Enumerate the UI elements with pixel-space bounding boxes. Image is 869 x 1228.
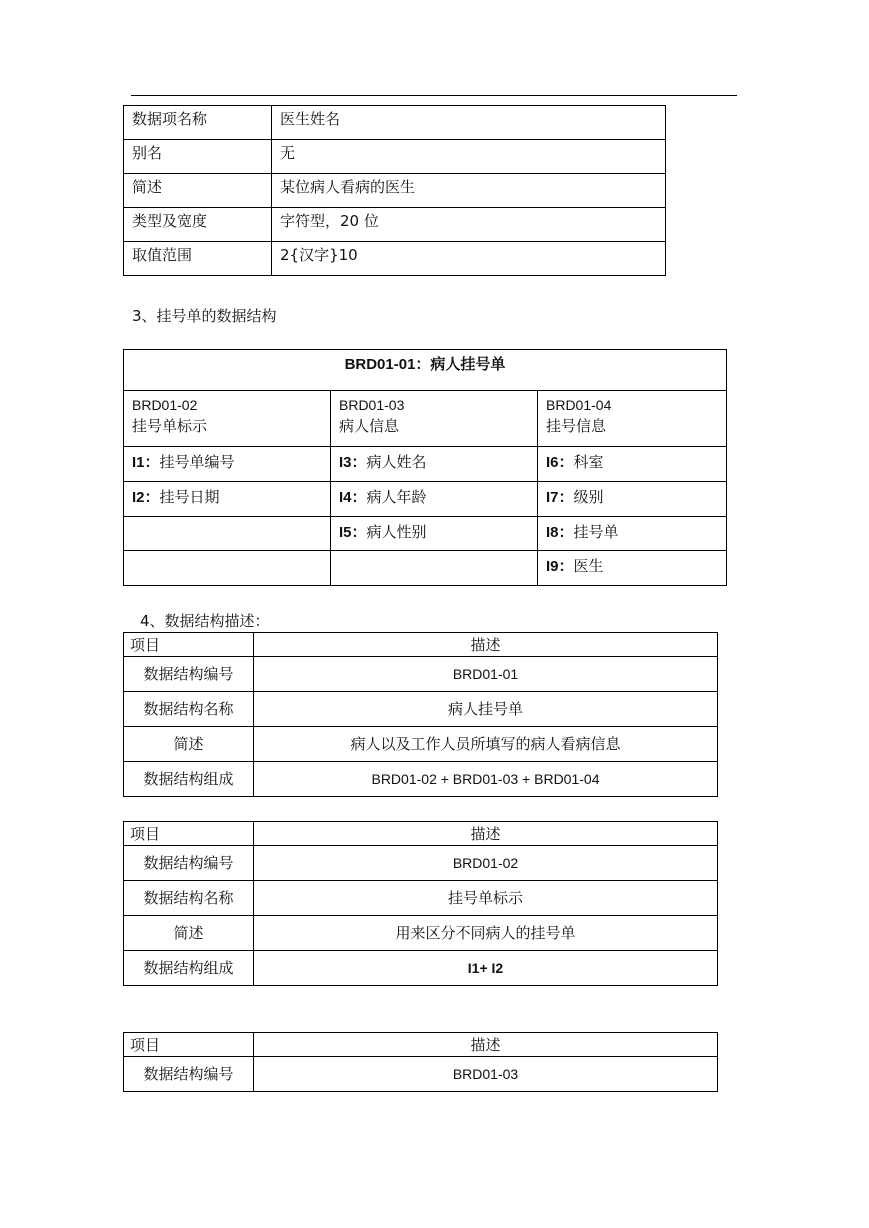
field-text: 挂号单编号 xyxy=(159,453,235,471)
data-item-table xyxy=(123,105,666,276)
structure-column xyxy=(331,391,538,447)
table-row xyxy=(124,916,718,951)
table-header-row xyxy=(124,822,718,846)
header-key: 项目 xyxy=(124,633,254,657)
item-key: 简述 xyxy=(124,174,272,208)
structure-cell xyxy=(124,447,331,482)
column-name: 挂号信息 xyxy=(546,417,607,435)
item-key: 取值范围 xyxy=(124,242,272,276)
table-row xyxy=(124,657,718,692)
row-key: 数据结构编号 xyxy=(124,1057,254,1092)
header-value: 描述 xyxy=(254,822,718,846)
row-key: 数据结构组成 xyxy=(124,951,254,986)
field-id: I6： xyxy=(546,454,574,471)
column-name: 挂号单标示 xyxy=(132,417,208,435)
field-id: I1： xyxy=(132,454,160,471)
field-text: 病人年龄 xyxy=(366,488,427,506)
table-row xyxy=(124,242,666,276)
item-value: 2{汉字}10 xyxy=(272,242,666,276)
table-row xyxy=(124,551,727,586)
row-value: BRD01-02 + BRD01-03 + BRD01-04 xyxy=(254,762,718,797)
row-value: 用来区分不同病人的挂号单 xyxy=(254,916,718,951)
row-value: BRD01-02 xyxy=(254,846,718,881)
section-heading-4: 4、数据结构描述： xyxy=(140,612,270,630)
table-row xyxy=(124,727,718,762)
table-row xyxy=(124,140,666,174)
structure-cell-empty xyxy=(124,517,331,551)
field-text: 科室 xyxy=(573,453,604,471)
row-key: 数据结构名称 xyxy=(124,881,254,916)
section-heading-3: 3、挂号单的数据结构 xyxy=(132,307,277,325)
item-value: 医生姓名 xyxy=(272,106,666,140)
field-text: 级别 xyxy=(573,488,604,506)
field-id: I3： xyxy=(339,454,367,471)
row-key: 数据结构编号 xyxy=(124,657,254,692)
field-id: I2： xyxy=(132,489,160,506)
row-key: 简述 xyxy=(124,916,254,951)
field-id: I9： xyxy=(546,558,574,575)
table-row xyxy=(124,350,727,391)
row-value: 病人以及工作人员所填写的病人看病信息 xyxy=(254,727,718,762)
structure-column xyxy=(124,391,331,447)
item-value: 无 xyxy=(272,140,666,174)
column-code: BRD01-02 xyxy=(132,397,198,413)
table-row xyxy=(124,208,666,242)
structure-cell xyxy=(538,517,727,551)
column-name: 病人信息 xyxy=(339,417,400,435)
table-row xyxy=(124,482,727,517)
column-code: BRD01-04 xyxy=(546,397,612,413)
structure-cell-empty xyxy=(331,551,538,586)
header-rule xyxy=(131,95,737,96)
header-key: 项目 xyxy=(124,1033,254,1057)
structure-column xyxy=(538,391,727,447)
field-id: I7： xyxy=(546,489,574,506)
row-value: BRD01-03 xyxy=(254,1057,718,1092)
row-value: 挂号单标示 xyxy=(254,881,718,916)
structure-cell xyxy=(331,517,538,551)
structure-cell xyxy=(538,447,727,482)
row-key: 数据结构组成 xyxy=(124,762,254,797)
field-text: 挂号日期 xyxy=(159,488,220,506)
table-row xyxy=(124,881,718,916)
item-value: 字符型，20 位 xyxy=(272,208,666,242)
table-row xyxy=(124,951,718,986)
row-key: 简述 xyxy=(124,727,254,762)
structure-cell xyxy=(538,482,727,517)
description-table xyxy=(123,821,718,986)
column-code: BRD01-03 xyxy=(339,397,405,413)
description-table xyxy=(123,1032,718,1092)
item-key: 别名 xyxy=(124,140,272,174)
field-id: I8： xyxy=(546,524,574,541)
table-header-row xyxy=(124,1033,718,1057)
item-value: 某位病人看病的医生 xyxy=(272,174,666,208)
header-value: 描述 xyxy=(254,1033,718,1057)
table-row xyxy=(124,517,727,551)
header-key: 项目 xyxy=(124,822,254,846)
description-table xyxy=(123,632,718,797)
table-header-row xyxy=(124,633,718,657)
field-text: 医生 xyxy=(573,557,604,575)
structure-cell xyxy=(331,482,538,517)
structure-cell xyxy=(538,551,727,586)
structure-table xyxy=(123,349,727,586)
header-value: 描述 xyxy=(254,633,718,657)
table-row xyxy=(124,846,718,881)
table-row xyxy=(124,391,727,447)
field-text: 挂号单 xyxy=(573,523,619,541)
row-value: I1+ I2 xyxy=(254,951,718,986)
row-value: BRD01-01 xyxy=(254,657,718,692)
table-row xyxy=(124,106,666,140)
field-id: I5： xyxy=(339,524,367,541)
structure-cell xyxy=(124,482,331,517)
row-value: 病人挂号单 xyxy=(254,692,718,727)
item-key: 数据项名称 xyxy=(124,106,272,140)
structure-title xyxy=(124,350,727,391)
structure-cell xyxy=(331,447,538,482)
table-row xyxy=(124,447,727,482)
field-id: I4： xyxy=(339,489,367,506)
table-row xyxy=(124,692,718,727)
table-row xyxy=(124,174,666,208)
structure-title-text: BRD01-01：病人挂号单 xyxy=(344,356,506,373)
structure-cell-empty xyxy=(124,551,331,586)
item-key: 类型及宽度 xyxy=(124,208,272,242)
field-text: 病人性别 xyxy=(366,523,427,541)
table-row xyxy=(124,1057,718,1092)
row-key: 数据结构编号 xyxy=(124,846,254,881)
field-text: 病人姓名 xyxy=(366,453,427,471)
row-key: 数据结构名称 xyxy=(124,692,254,727)
table-row xyxy=(124,762,718,797)
